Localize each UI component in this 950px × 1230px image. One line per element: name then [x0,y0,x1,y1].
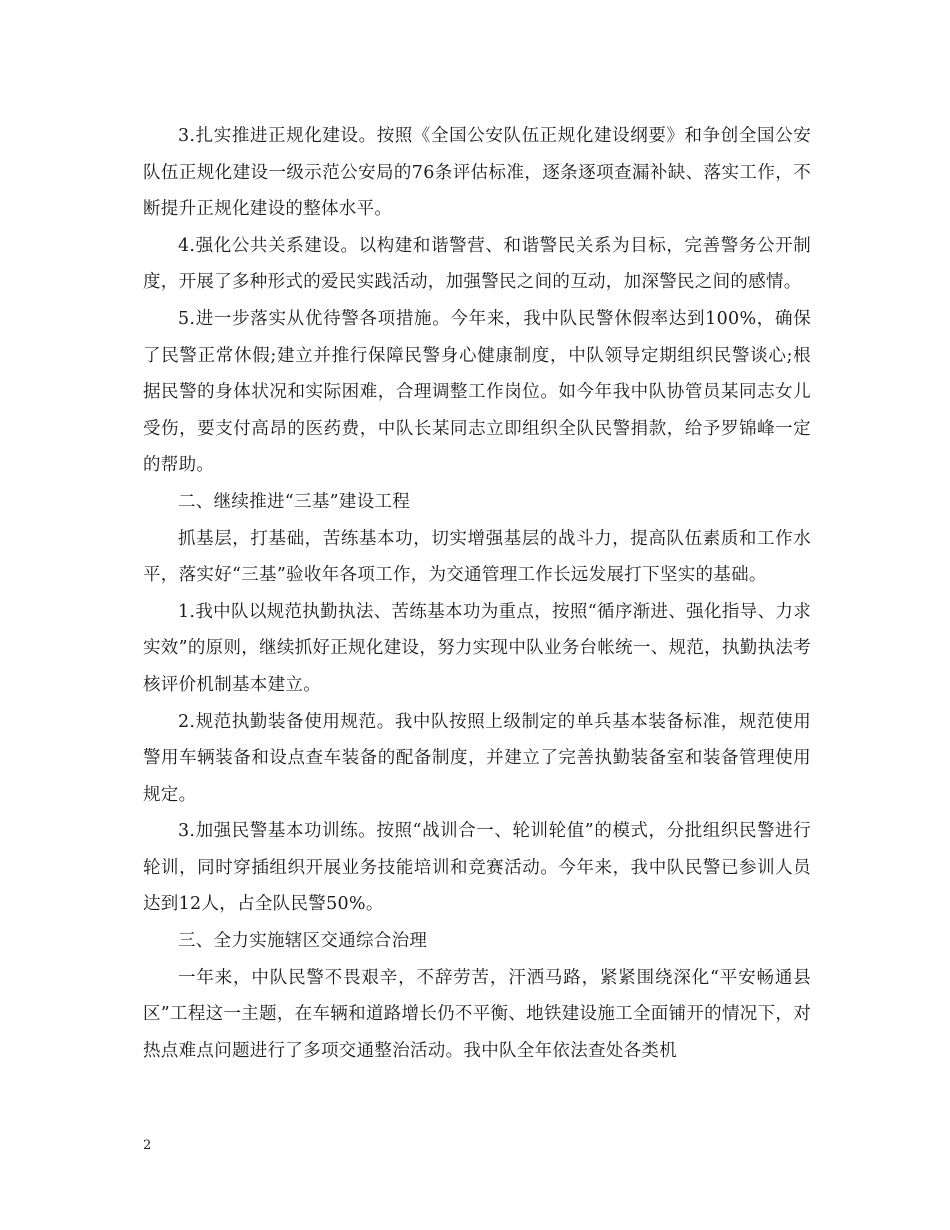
page-number: 2 [143,1138,152,1153]
paragraph-equipment: 2.规范执勤装备使用规范。我中队按照上级制定的单兵基本装备标准，规范使用警用车辆装备和设点查车装备的配备制度，并建立了完善执勤装备室和装备管理使用规定。 [143,711,811,805]
section-heading-three-basics: 二、继续推进“三基”建设工程 [178,491,411,512]
document-body [143,118,811,1069]
paragraph-law-enforcement: 1.我中队以规范执勤执法、苦练基本功为重点，按照“循序渐进、强化指导、力求实效”的原则，继续抓好正规化建设，努力实现中队业务台帐统一、规范，执勤执法考核评价机制基本建立。 [143,601,811,695]
section-heading-traffic-governance: 三、全力实施辖区交通综合治理 [178,931,428,952]
paragraph-police-welfare: 5.进一步落实从优待警各项措施。今年来，我中队民警休假率达到100%，确保了民警正常休假;建立并推行保障民警身心健康制度，中队领导定期组织民警谈心;根据民警的身体状况和实际困难，合理调整工作岗位。如今年我中队协管员某同志女儿受伤，要支付高昂的医药费，中队长某同志立即组织全队民警捐款，给予罗锦峰一定的帮助。 [143,308,811,476]
paragraph-training: 3.加强民警基本功训练。按照“战训合一、轮训轮值”的模式，分批组织民警进行轮训，同时穿插组织开展业务技能培训和竞赛活动。今年来，我中队民警已参训人员达到12人，占全队民警50%。 [143,821,811,915]
paragraph-standardization: 3.扎实推进正规化建设。按照《全国公安队伍正规化建设纲要》和争创全国公安队伍正规化建设一级示范公安局的76条评估标准，逐条逐项查漏补缺、落实工作，不断提升正规化建设的整体水平。 [143,126,811,220]
paragraph-traffic-governance: 一年来，中队民警不畏艰辛，不辞劳苦，汗洒马路，紧紧围绕深化“平安畅通县区”工程这一主题，在车辆和道路增长仍不平衡、地铁建设施工全面铺开的情况下，对热点难点问题进行了多项交通整治活动。我中队全年依法查处各类机 [143,967,811,1061]
paragraph-public-relations: 4.强化公共关系建设。以构建和谐警营、和谐警民关系为目标，完善警务公开制度，开展了多种形式的爱民实践活动，加强警民之间的互动，加深警民之间的感情。 [143,235,811,293]
paragraph-three-basics-intro: 抓基层，打基础，苦练基本功，切实增强基层的战斗力，提高队伍素质和工作水平，落实好“三基”验收年各项工作，为交通管理工作长远发展打下坚实的基础。 [143,528,811,586]
